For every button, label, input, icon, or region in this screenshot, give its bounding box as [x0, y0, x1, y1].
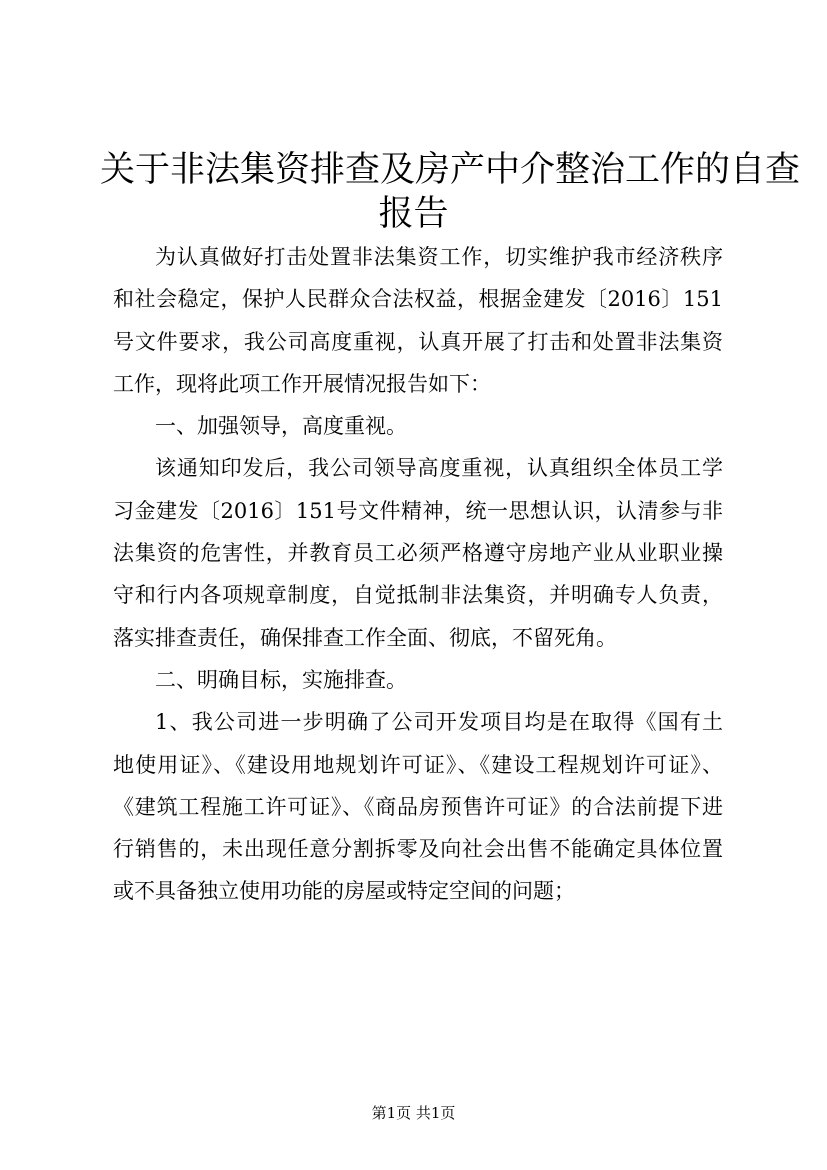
- body-line: 为认真做好打击处置非法集资工作，切实维护我市经济秩序: [155, 245, 723, 269]
- document-body: [113, 236, 723, 913]
- body-line: 守和行内各项规章制度，自觉抵制非法集资，并明确专人负责，: [113, 583, 723, 608]
- body-line: 工作，现将此项工作开展情况报告如下：: [113, 371, 491, 396]
- body-line: 1、我公司进一步明确了公司开发项目均是在取得《国有土: [155, 710, 723, 735]
- body-line: 和社会稳定，保护人民群众合法权益，根据金建发〔2016〕151: [113, 287, 723, 312]
- document-title-line-1: 关于非法集资排查及房产中介整治工作的自查: [100, 150, 801, 190]
- body-line: 该通知印发后，我公司领导高度重视，认真组织全体员工学: [155, 456, 723, 481]
- page-footer: 第1页 共1页: [371, 1104, 456, 1122]
- section-heading-2: 二、明确目标，实施排查。: [155, 667, 407, 692]
- document-title-line-2: 报告: [378, 194, 449, 234]
- body-line: 行销售的，未出现任意分割拆零及向社会出售不能确定具体位置: [113, 837, 723, 862]
- body-line: 习金建发〔2016〕151号文件精神，统一思想认识，认清参与非: [113, 498, 723, 523]
- body-line: 《建筑工程施工许可证》、《商品房预售许可证》的合法前提下进: [113, 794, 723, 819]
- section-heading-1: 一、加强领导，高度重视。: [155, 414, 407, 439]
- body-line: 地使用证》、《建设用地规划许可证》、《建设工程规划许可证》、: [113, 752, 723, 777]
- body-line: 落实排查责任，确保排查工作全面、彻底，不留死角。: [113, 625, 617, 650]
- body-line: 号文件要求，我公司高度重视，认真开展了打击和处置非法集资: [113, 329, 723, 354]
- body-line: 法集资的危害性，并教育员工必须严格遵守房地产业从业职业操: [113, 541, 723, 566]
- body-line: 或不具备独立使用功能的房屋或特定空间的问题；: [113, 879, 575, 904]
